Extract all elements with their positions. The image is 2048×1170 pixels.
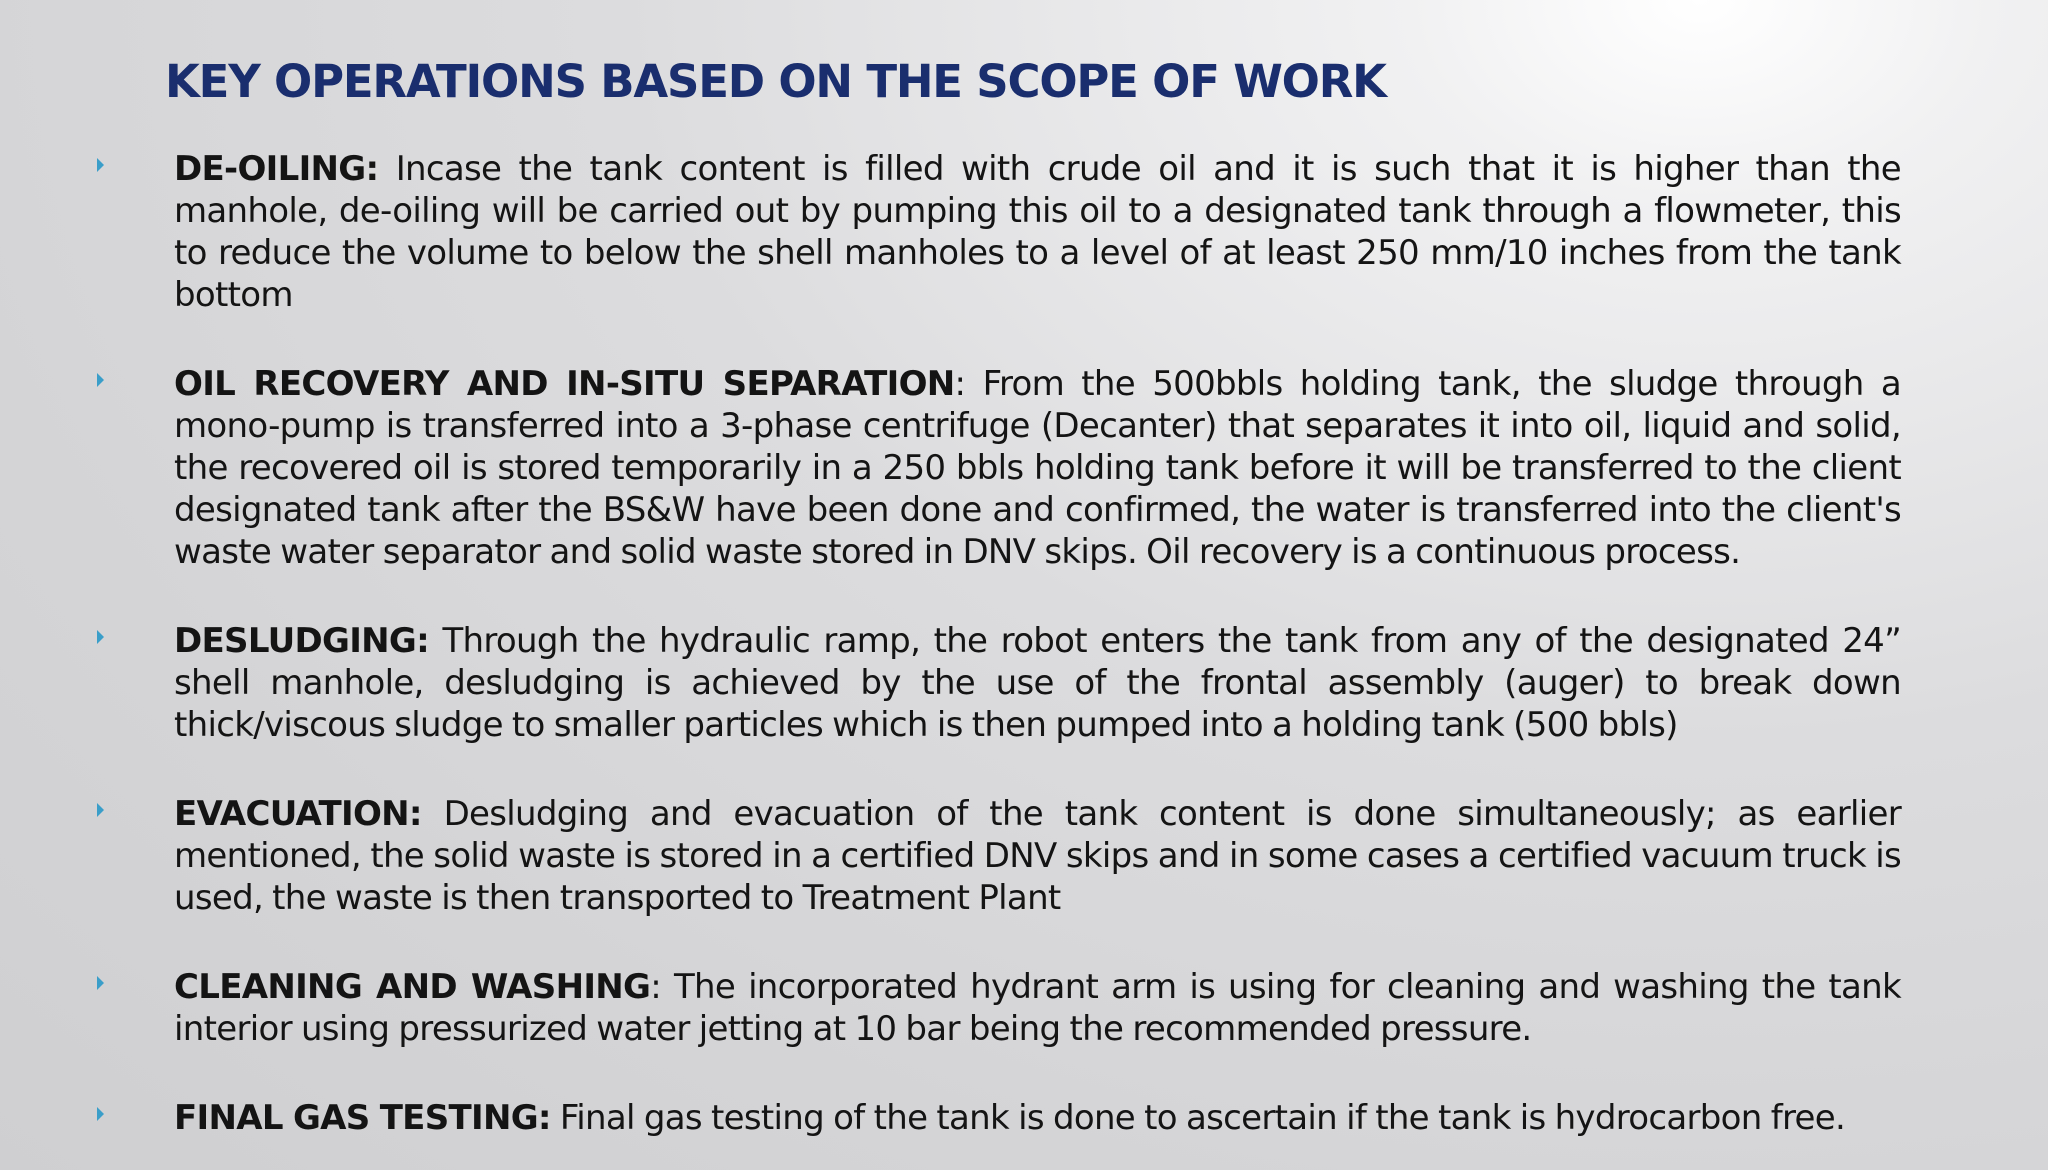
bullet-arrow-icon [97,630,104,644]
bullet-text [174,1097,1901,1139]
bullet-item-desludging [174,620,1901,746]
bullet-arrow-icon [97,158,104,172]
bullet-body: Desludging and evacuation of the tank content is done simultaneously; as earlier mentioned, the solid waste is stored in a certified DNV skips and in some cases a certified vacuum truck is used, the waste is then transported to Treatment Plant [174,794,1901,918]
bullet-item-final-gas-testing [174,1097,1901,1139]
bullet-body: : The incorporated hydrant arm is using for cleaning and washing the tank interior using pressurized water jetting at 10 bar being the recommended pressure. [174,967,1901,1049]
bullet-item-oil-recovery [174,363,1901,573]
bullet-heading: EVACUATION: [174,794,422,834]
bullet-text [174,363,1901,573]
bullet-heading: DESLUDGING: [174,621,430,661]
bullet-text [174,620,1901,746]
bullet-body: Incase the tank content is filled with crude oil and it is such that it is higher than the manhole, de-oiling will be carried out by pumping this oil to a designated tank through a flowmeter, this to reduce the volume to below the shell manholes to a level of at least 250 mm/10 inches from the tank bottom [174,149,1901,315]
bullet-text [174,966,1901,1050]
bullet-heading: OIL RECOVERY AND IN-SITU SEPARATION [174,364,955,404]
bullet-arrow-icon [97,803,104,817]
bullet-heading: DE-OILING: [174,149,379,189]
slide-title: KEY OPERATIONS BASED ON THE SCOPE OF WORK [165,55,1386,108]
bullet-arrow-icon [97,373,104,387]
bullet-item-evacuation [174,793,1901,919]
bullet-arrow-icon [97,1107,104,1121]
bullet-item-de-oiling [174,148,1901,316]
bullet-item-cleaning-washing [174,966,1901,1050]
bullet-heading: CLEANING AND WASHING [174,967,651,1007]
bullet-body: : From the 500bbls holding tank, the sludge through a mono-pump is transferred into a 3-phase centrifuge (Decanter) that separates it into oil, liquid and solid, the recovered oil is stored temporarily in a 250 bbls holding tank before it will be transferred to the client designated tank after the BS&W have been done and confirmed, the water is transferred into the client's waste water separator and solid waste stored in DNV skips. Oil recovery is a continuous process. [174,364,1901,572]
bullet-heading: FINAL GAS TESTING: [174,1098,551,1138]
bullet-body: Final gas testing of the tank is done to ascertain if the tank is hydrocarbon free. [550,1098,1846,1138]
bullet-text [174,148,1901,316]
bullet-arrow-icon [97,976,104,990]
bullet-body: Through the hydraulic ramp, the robot enters the tank from any of the designated 24” shell manhole, desludging is achieved by the use of the frontal assembly (auger) to break down thick/viscous sludge to smaller particles which is then pumped into a holding tank (500 bbls) [174,621,1901,745]
bullet-text [174,793,1901,919]
